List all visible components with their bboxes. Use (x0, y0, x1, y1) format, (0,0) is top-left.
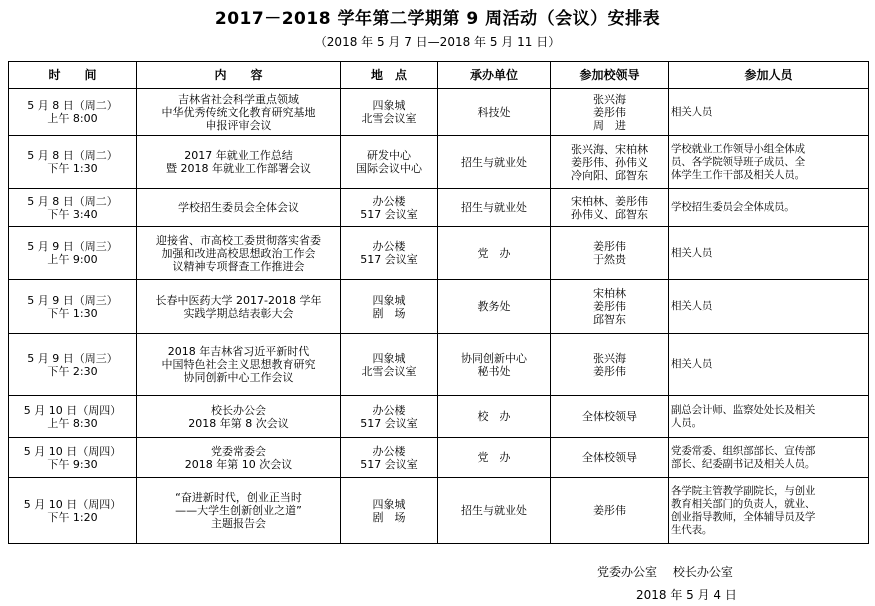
host-line: 党 办 (477, 246, 511, 260)
time-line: 5 月 10 日（周四） (23, 497, 122, 511)
cell-leaders (551, 280, 669, 334)
content-line: 加强和改进高校思想政治工作会 (161, 246, 316, 260)
location-line: 517 会议室 (360, 253, 418, 266)
footer-offices: 党委办公室 校长办公室 (597, 565, 733, 579)
leaders-line: 于然贵 (593, 253, 626, 266)
header-attendees: 参加人员 (669, 62, 869, 89)
cell-time (9, 136, 137, 189)
table-row (9, 396, 869, 438)
content-line: ——大学生创新创业之道” (175, 504, 302, 517)
table-row (9, 478, 869, 544)
cell-content (137, 396, 341, 438)
content-line: 党委常委会 (211, 444, 266, 458)
cell-location (341, 478, 438, 544)
cell-content (137, 280, 341, 334)
cell-content (137, 136, 341, 189)
location-line: 剧 场 (372, 510, 406, 524)
cell-leaders (551, 136, 669, 189)
time-line: 上午 8:30 (47, 416, 98, 430)
location-line: 北雪会议室 (361, 112, 417, 125)
cell-location (341, 89, 438, 136)
time-line: 下午 2:30 (47, 364, 98, 378)
attendees-line: 相关人员 (671, 358, 713, 370)
cell-host (438, 438, 551, 478)
location-line: 办公楼 (372, 194, 406, 208)
time-line: 上午 8:00 (47, 112, 98, 125)
cell-attendees (669, 478, 869, 544)
cell-leaders (551, 438, 669, 478)
leaders-line: 宋柏林 (593, 287, 626, 300)
cell-attendees (669, 334, 869, 396)
cell-location (341, 136, 438, 189)
location-line: 517 会议室 (360, 416, 418, 430)
time-line: 5 月 10 日（周四） (23, 403, 122, 417)
cell-attendees (669, 438, 869, 478)
host-line: 秘书处 (477, 364, 511, 378)
content-line: 实践学期总结表彰大会 (183, 306, 294, 320)
content-line: 2018 年第 10 次会议 (184, 457, 293, 471)
attendees-line: 体学生工作干部及相关人员。 (671, 168, 805, 181)
table-row (9, 438, 869, 478)
table-row (9, 189, 869, 227)
content-line: 中国特色社会主义思想教育研究 (161, 358, 316, 371)
time-line: 5 月 8 日（周二） (27, 99, 118, 112)
cell-host (438, 89, 551, 136)
attendees-line: 学校就业工作领导小组全体成 (671, 142, 805, 155)
attendees-line: 创业指导教师，全体辅导员及学 (671, 510, 816, 523)
cell-content (137, 438, 341, 478)
host-line: 科技处 (477, 105, 511, 119)
leaders-line: 张兴海、宋柏林 (571, 142, 648, 156)
attendees-line: 相关人员 (671, 300, 713, 312)
attendees-line: 员、各学院领导班子成员、全 (671, 155, 805, 168)
cell-location (341, 280, 438, 334)
cell-leaders (551, 189, 669, 227)
content-line: 校长办公会 (211, 403, 266, 417)
cell-host (438, 396, 551, 438)
location-line: 四象城 (372, 293, 406, 307)
time-line: 下午 9:30 (47, 457, 98, 471)
time-line: 下午 1:20 (47, 510, 98, 524)
host-line: 校 办 (477, 410, 511, 423)
date-range-subtitle: （2018 年 5 月 7 日—2018 年 5 月 11 日） (314, 35, 561, 49)
leaders-line: 姜彤伟 (593, 105, 626, 119)
time-line: 5 月 9 日（周三） (27, 351, 118, 365)
cell-time (9, 89, 137, 136)
cell-attendees (669, 227, 869, 280)
cell-location (341, 438, 438, 478)
leaders-line: 张兴海 (593, 92, 626, 106)
header-host: 承办单位 (438, 62, 551, 89)
time-line: 5 月 8 日（周二） (27, 194, 118, 208)
cell-time (9, 478, 137, 544)
header-time: 时 间 (9, 62, 137, 89)
content-line: 协同创新中心工作会议 (183, 371, 294, 384)
location-line: 四象城 (372, 497, 406, 511)
cell-leaders (551, 334, 669, 396)
header-location: 地 点 (341, 62, 438, 89)
cell-host (438, 136, 551, 189)
cell-leaders (551, 478, 669, 544)
location-line: 剧 场 (372, 306, 406, 320)
content-line: 长春中医药大学 2017-2018 学年 (155, 293, 322, 307)
cell-time (9, 438, 137, 478)
attendees-line: 教育相关部门的负责人，就业、 (671, 497, 816, 510)
cell-location (341, 334, 438, 396)
cell-attendees (669, 280, 869, 334)
host-line: 招生与就业处 (461, 201, 527, 214)
cell-host (438, 189, 551, 227)
time-line: 5 月 8 日（周二） (27, 149, 118, 162)
table-row (9, 280, 869, 334)
content-line: 议精神专项督查工作推进会 (172, 259, 305, 273)
attendees-line: 相关人员 (671, 246, 713, 259)
cell-content (137, 189, 341, 227)
host-line: 教务处 (477, 300, 511, 313)
leaders-line: 姜彤伟 (593, 364, 626, 378)
cell-host (438, 334, 551, 396)
leaders-line: 张兴海 (593, 351, 626, 365)
content-line: 学校招生委员会全体会议 (178, 201, 299, 214)
location-line: 研发中心 (367, 149, 411, 162)
attendees-line: 部长、纪委副书记及相关人员。 (671, 457, 816, 470)
attendees-line: 各学院主管教学副院长，与创业 (671, 484, 816, 497)
content-line: 主题报告会 (211, 517, 266, 530)
cell-host (438, 280, 551, 334)
cell-content (137, 478, 341, 544)
cell-time (9, 396, 137, 438)
host-line: 招生与就业处 (461, 155, 527, 169)
table-row (9, 89, 869, 136)
cell-location (341, 227, 438, 280)
content-line: 中华优秀传统文化教育研究基地 (161, 105, 316, 119)
cell-time (9, 280, 137, 334)
attendees-line: 人员。 (671, 416, 702, 429)
cell-attendees (669, 136, 869, 189)
location-line: 国际会议中心 (356, 162, 422, 175)
cell-attendees (669, 89, 869, 136)
leaders-line: 姜彤伟 (593, 504, 626, 517)
location-line: 517 会议室 (360, 207, 418, 221)
page-title: 2017－2018 学年第二学期第 9 周活动（会议）安排表 (214, 9, 661, 29)
location-line: 办公楼 (372, 403, 406, 417)
location-line: 517 会议室 (360, 457, 418, 471)
leaders-line: 姜彤伟、孙伟义 (571, 155, 648, 169)
cell-leaders (551, 89, 669, 136)
footer-date: 2018 年 5 月 4 日 (636, 588, 737, 602)
cell-time (9, 334, 137, 396)
location-line: 办公楼 (372, 240, 406, 253)
cell-leaders (551, 227, 669, 280)
leaders-line: 邱智东 (593, 313, 626, 326)
cell-location (341, 396, 438, 438)
leaders-line: 姜彤伟 (593, 300, 626, 313)
cell-content (137, 227, 341, 280)
location-line: 办公楼 (372, 444, 406, 458)
location-line: 北雪会议室 (361, 364, 417, 378)
leaders-line: 冷向阳、邱智东 (571, 168, 648, 182)
table-row (9, 334, 869, 396)
cell-content (137, 89, 341, 136)
content-line: 迎接省、市高校工委贯彻落实省委 (156, 233, 321, 247)
content-line: 吉林省社会科学重点领域 (178, 92, 299, 106)
time-line: 5 月 9 日（周三） (27, 293, 118, 307)
leaders-line: 宋柏林、姜彤伟 (571, 194, 648, 208)
schedule-table (8, 61, 869, 544)
leaders-line: 孙伟义、邱智东 (571, 207, 648, 221)
leaders-line: 全体校领导 (582, 451, 637, 464)
content-line: 2018 年吉林省习近平新时代 (167, 345, 310, 358)
time-line: 下午 3:40 (47, 207, 98, 221)
cell-host (438, 478, 551, 544)
attendees-line: 相关人员 (671, 105, 713, 118)
attendees-line: 学校招生委员会全体成员。 (671, 201, 795, 213)
cell-attendees (669, 396, 869, 438)
time-line: 上午 9:00 (47, 253, 98, 266)
host-line: 协同创新中心 (461, 351, 527, 365)
time-line: 5 月 10 日（周四） (23, 444, 122, 458)
table-header-row (9, 62, 869, 89)
content-line: 2018 年第 8 次会议 (188, 416, 289, 430)
cell-host (438, 227, 551, 280)
content-line: “奋进新时代，创业正当时 (175, 491, 302, 504)
leaders-line: 周 进 (593, 118, 626, 132)
table-row (9, 227, 869, 280)
cell-content (137, 334, 341, 396)
host-line: 党 办 (477, 451, 511, 464)
content-line: 2017 年就业工作总结 (184, 149, 293, 162)
attendees-line: 副总会计师、监察处处长及相关 (671, 403, 816, 416)
leaders-line: 姜彤伟 (593, 240, 626, 253)
header-content: 内 容 (137, 62, 341, 89)
host-line: 招生与就业处 (461, 504, 527, 517)
time-line: 下午 1:30 (47, 162, 98, 175)
table-row (9, 136, 869, 189)
content-line: 申报评审会议 (205, 118, 272, 132)
location-line: 四象城 (372, 99, 406, 112)
attendees-line: 党委常委、组织部部长、宣传部 (671, 444, 816, 457)
location-line: 四象城 (372, 351, 406, 365)
attendees-line: 生代表。 (671, 523, 713, 536)
cell-leaders (551, 396, 669, 438)
content-line: 暨 2018 年就业工作部署会议 (166, 162, 311, 175)
cell-location (341, 189, 438, 227)
leaders-line: 全体校领导 (582, 410, 637, 423)
cell-time (9, 227, 137, 280)
cell-time (9, 189, 137, 227)
header-leaders: 参加校领导 (551, 62, 669, 89)
time-line: 5 月 9 日（周三） (27, 240, 118, 253)
cell-attendees (669, 189, 869, 227)
time-line: 下午 1:30 (47, 306, 98, 320)
